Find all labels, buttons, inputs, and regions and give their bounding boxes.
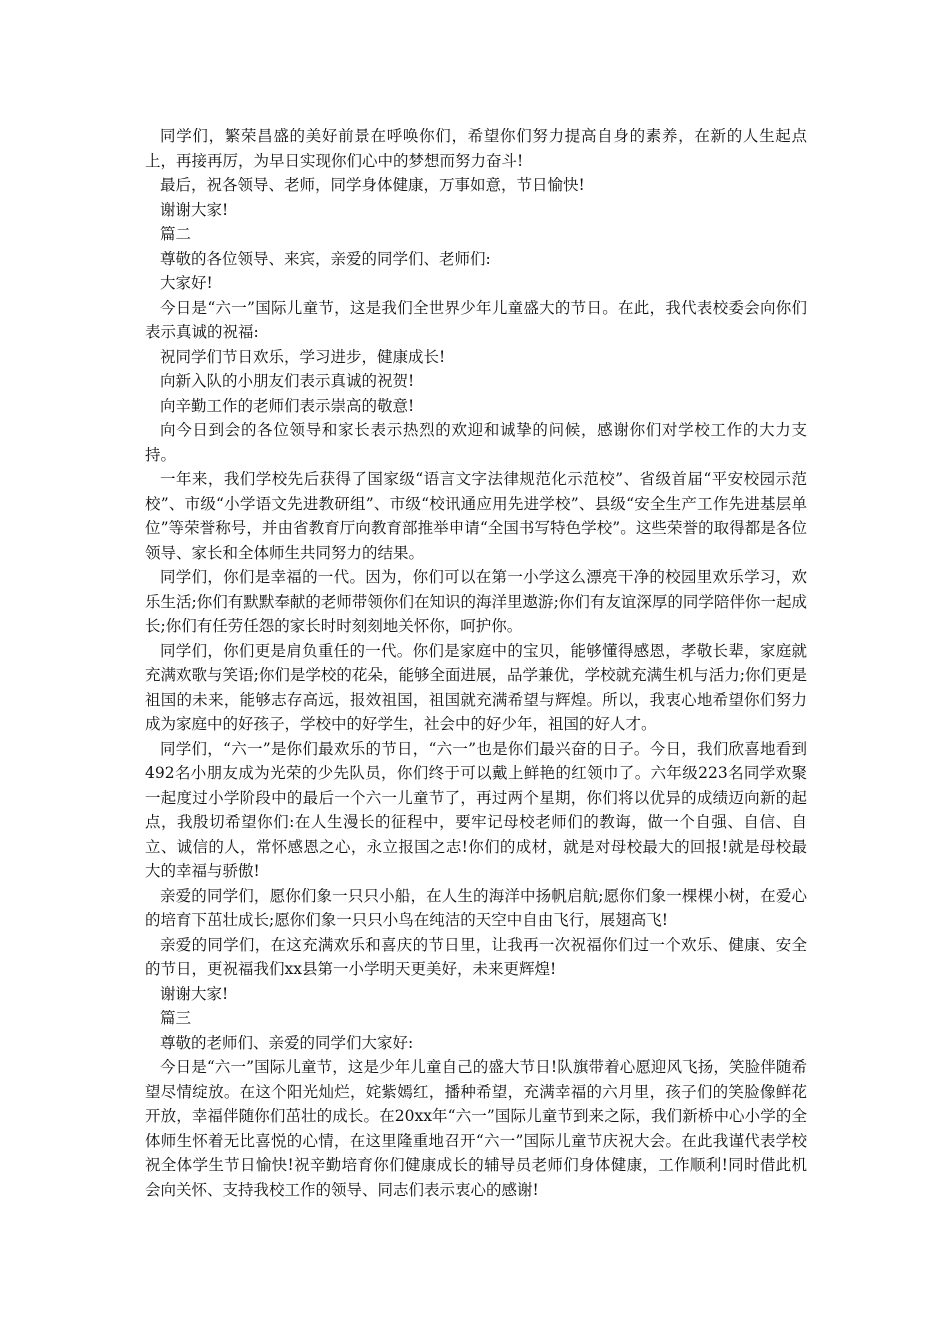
paragraph: 向新入队的小朋友们表示真诚的祝贺! xyxy=(160,372,415,390)
paragraph: 同学们，你们更是肩负重任的一代。你们是家庭中的宝贝，能够懂得感恩，孝敬长辈，家庭就充满欢歌与笑语;你们是学校的花朵，能够全面进展，品学兼优，学校就充满生机与活力;你们更是祖国的未来，能够志存高远，报效祖国，祖国就充满希望与辉煌。所以，我衷心地希望你们努力成为家庭中的好孩子，学校中的好学生，社会中的好少年，祖国的好人才。 xyxy=(145,641,807,733)
salutation: 尊敬的各位领导、来宾，亲爱的同学们、老师们: xyxy=(160,249,491,268)
paragraph: 向辛勤工作的老师们表示崇高的敬意! xyxy=(160,396,415,415)
paragraph: 亲爱的同学们，愿你们象一只只小船，在人生的海洋中扬帆启航;愿你们象一棵棵小树，在爱心的培育下茁壮成长;愿你们象一只只小鸟在纯洁的天空中自由飞行，展翅高飞! xyxy=(145,886,807,929)
paragraph: 今日是“六一”国际儿童节，这是少年儿童自己的盛大节日!队旗带着心愿迎风飞扬，笑脸伴随希望尽情绽放。在这个阳光灿烂，姹紫嫣红，播种希望，充满幸福的六月里，孩子们的笑脸像鲜花开放，幸福伴随你们茁壮的成长。在20xx年“六一”国际儿童节到来之际，我们新桥中心小学的全体师生怀着无比喜悦的心情，在这里隆重地召开“六一”国际儿童节庆祝大会。在此我谨代表学校祝全体学生节日愉快!祝辛勤培育你们健康成长的辅导员老师们身体健康，工作顺利!同时借此机会向关怀、支持我校工作的领导、同志们表示衷心的感谢! xyxy=(145,1058,807,1199)
paragraph: 一年来，我们学校先后获得了国家级“语言文字法律规范化示范校”、省级首届“平安校园示范校”、市级“小学语文先进教研组”、市级“校讯通应用先进学校”、县级“安全生产工作先进基层单位”等荣誉称号，并由省教育厅向教育部推举申请“全国书写特色学校”。这些荣誉的取得都是各位领导、家长和全体师生共同努力的结果。 xyxy=(145,470,807,562)
paragraph: 亲爱的同学们，在这充满欢乐和喜庆的节日里，让我再一次祝福你们过一个欢乐、健康、安全的节日，更祝福我们xx县第一小学明天更美好，未来更辉煌! xyxy=(145,935,807,978)
paragraph: 同学们，你们是幸福的一代。因为，你们可以在第一小学这么漂亮干净的校园里欢乐学习，欢乐生活;你们有默默奉献的老师带领你们在知识的海洋里遨游;你们有友谊深厚的同学陪伴你一起成长;你们有任劳任怨的家长时时刻刻地关怀你，呵护你。 xyxy=(145,568,807,635)
section-heading: 篇二 xyxy=(160,225,192,243)
paragraph: 祝同学们节日欢乐，学习进步，健康成长! xyxy=(160,347,446,366)
paragraph: 谢谢大家! xyxy=(160,984,229,1003)
paragraph: 向今日到会的各位领导和家长表示热烈的欢迎和诚挚的问候，感谢你们对学校工作的大力支持。 xyxy=(145,421,807,464)
paragraph: 大家好! xyxy=(160,274,213,292)
paragraph: 同学们，“六一”是你们最欢乐的节日，“六一”也是你们最兴奋的日子。今日，我们欣喜地看到492名小朋友成为光荣的少先队员，你们终于可以戴上鲜艳的红领巾了。六年级223名同学欢聚一起度过小学阶段中的最后一个六一儿童节了，再过两个星期，你们将以优异的成绩迈向新的起点，我殷切希望你们:在人生漫长的征程中，要牢记母校老师们的教诲，做一个自强、自信、自立、诚信的人，常怀感恩之心，永立报国之志!你们的成材，就是对母校最大的回报!就是母校最大的幸福与骄傲! xyxy=(145,739,807,880)
paragraph: 最后，祝各领导、老师，同学身体健康，万事如意，节日愉快! xyxy=(160,176,585,194)
document-page xyxy=(145,124,807,1202)
paragraph: 同学们，繁荣昌盛的美好前景在呼唤你们，希望你们努力提高自身的素养，在新的人生起点上，再接再厉，为早日实现你们心中的梦想而努力奋斗! xyxy=(145,127,807,170)
paragraph: 今日是“六一”国际儿童节，这是我们全世界少年儿童盛大的节日。在此，我代表校委会向你们表示真诚的祝福: xyxy=(145,298,807,341)
section-heading: 篇三 xyxy=(160,1009,192,1027)
paragraph: 谢谢大家! xyxy=(160,200,229,219)
salutation: 尊敬的老师们、亲爱的同学们大家好: xyxy=(160,1033,414,1052)
